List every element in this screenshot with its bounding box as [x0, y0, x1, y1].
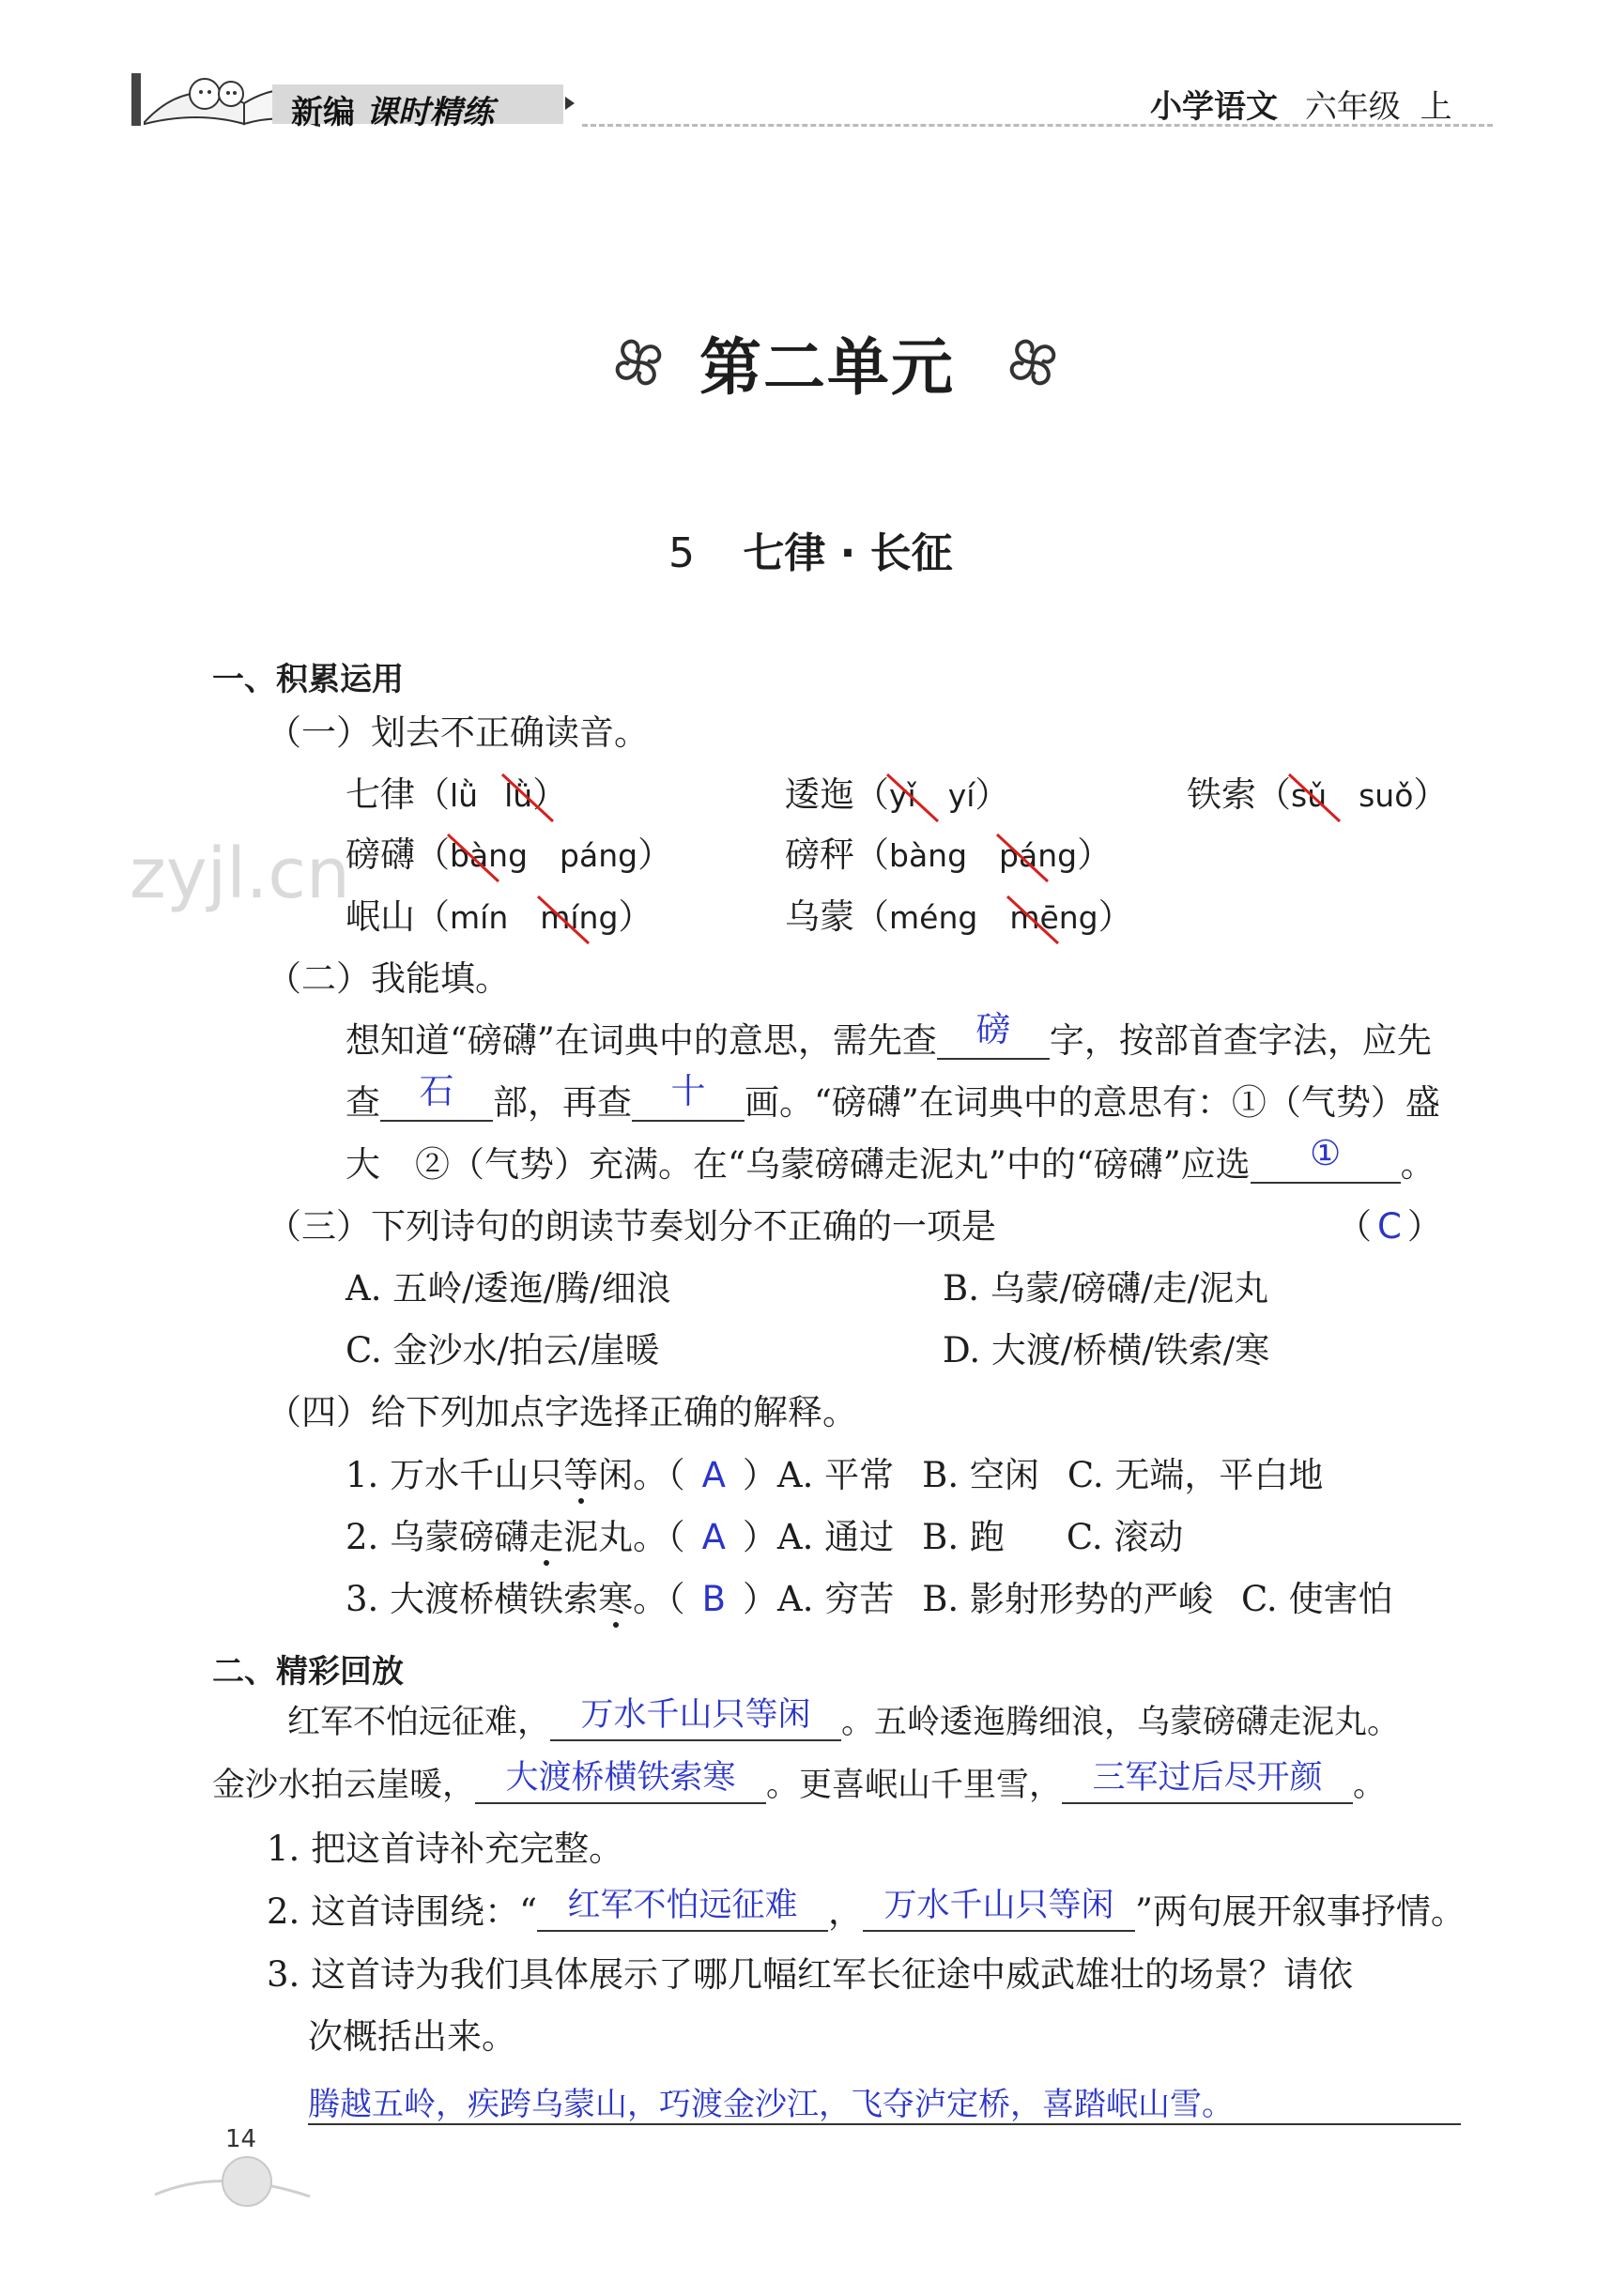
- pinyin-option[interactable]: suǒ: [1359, 777, 1414, 814]
- part4-item-3: 3. 大渡桥横铁索寒。（ B ）A. 穷苦 B. 影射形势的严峻 C. 使害怕: [346, 1579, 1393, 1619]
- answer-choice[interactable]: A: [701, 1455, 726, 1495]
- page-number: 14: [225, 2125, 257, 2153]
- question-3-answer-line: [308, 2074, 1461, 2125]
- question-3-line-2: 次概括出来。: [308, 2016, 516, 2057]
- lesson-name: 七律 · 长征: [743, 529, 953, 577]
- pinyin-option[interactable]: bàng: [450, 837, 529, 874]
- part4-item-2: 2. 乌蒙磅礴走泥丸。（ A ）A. 通过 B. 跑 C. 滚动: [346, 1517, 1184, 1557]
- pinyin-item-bangcheng: 磅秤（bàng páng ）: [785, 837, 1112, 872]
- answer-fill[interactable]: 三军过后尽开颜: [1092, 1759, 1323, 1797]
- part4-item-1: 1. 万水千山只等闲。（ A ）A. 平常 B. 空闲 C. 无端，平白地: [346, 1455, 1324, 1495]
- pinyin-item-qilv: 七律（lǜ lǜ ）: [346, 777, 567, 812]
- answer-fill[interactable]: 万水千山只等闲: [580, 1696, 811, 1734]
- pinyin-item-wumeng: 乌蒙（méng mēng ）: [785, 899, 1133, 934]
- strike-mark: [499, 771, 557, 825]
- header-grade: 六年级: [1304, 88, 1401, 126]
- section2-title: 二、精彩回放: [212, 1653, 404, 1691]
- pinyin-option[interactable]: bàng: [889, 837, 968, 874]
- lesson-title: [668, 519, 953, 579]
- answer-fill[interactable]: 磅: [975, 1009, 1011, 1049]
- answer-fill[interactable]: 红军不怕远征难: [567, 1887, 798, 1924]
- answer-fill[interactable]: ①: [1310, 1133, 1342, 1173]
- brand-xinbian: 新编: [291, 94, 355, 131]
- option-a: A. 五岭/逶迤/腾/细浪: [346, 1268, 671, 1309]
- answer-fill[interactable]: 十: [670, 1071, 706, 1111]
- pinyin-option[interactable]: lǜ: [504, 777, 533, 814]
- pinyin-option[interactable]: sǔ: [1291, 777, 1328, 814]
- strike-mark: [1285, 771, 1344, 825]
- part2-title: （二）我能填。: [267, 958, 510, 999]
- header-term: 上: [1420, 88, 1452, 126]
- option-d: D. 大渡/桥横/铁索/寒: [943, 1330, 1270, 1370]
- option-c: C. 金沙水/拍云/崖暖: [346, 1330, 660, 1370]
- part2-line3: 大 ②（气势）充满。在“乌蒙磅礴走泥丸”中的“磅礴”应选 ① 。: [346, 1133, 1436, 1185]
- strike-mark: [534, 893, 592, 947]
- part2-line1: 想知道“磅礴”在词典中的意思，需先查 磅 字，按部首查字法，应先: [346, 1009, 1432, 1061]
- dotted-char: 等: [563, 1455, 599, 1495]
- pinyin-option[interactable]: mín: [450, 899, 509, 936]
- strike-mark: [993, 831, 1052, 885]
- unit-title: 第二单元: [699, 330, 955, 404]
- pinyin-option[interactable]: yí: [947, 777, 975, 814]
- part2-line2: 查 石 部，再查 十 画。“磅礴”在词典中的意思有：①（气势）盛: [346, 1071, 1440, 1123]
- pinyin-option[interactable]: míng: [540, 899, 619, 936]
- lesson-number: 5: [668, 529, 695, 577]
- question-2: 2. 这首诗围绕：“ 红军不怕远征难 ， 万水千山只等闲 ”两句展开叙事抒情。: [267, 1887, 1466, 1932]
- poem-line-2: 金沙水拍云崖暖， 大渡桥横铁索寒 。更喜岷山千里雪， 三军过后尽开颜 。: [212, 1759, 1387, 1804]
- strike-mark: [444, 831, 502, 885]
- part1-title: （一）划去不正确读音。: [267, 712, 649, 753]
- brand-keshi: 课时精练: [365, 94, 494, 131]
- part3-answer-bracket: （ C ）: [1337, 1206, 1442, 1247]
- pinyin-option[interactable]: páng: [999, 837, 1078, 874]
- pinyin-option[interactable]: mēng: [1009, 899, 1098, 936]
- dotted-char: 走: [529, 1517, 564, 1557]
- swirl-right-icon: [1005, 334, 1061, 390]
- question-1: 1. 把这首诗补充完整。: [267, 1829, 624, 1869]
- question-3-line-1: 3. 这首诗为我们具体展示了哪几幅红军长征途中威武雄壮的场景？请依: [267, 1954, 1354, 1995]
- answer-fill[interactable]: 万水千山只等闲: [883, 1887, 1114, 1924]
- pinyin-item-pangbo: 磅礴（bàng páng）: [346, 837, 672, 872]
- answer-fill[interactable]: 大渡桥横铁索寒: [505, 1759, 736, 1797]
- pinyin-option[interactable]: páng: [560, 837, 638, 874]
- pinyin-option[interactable]: yǐ: [889, 777, 916, 814]
- unit-title-row: [601, 310, 1070, 404]
- answer-fill[interactable]: 腾越五岭，疾跨乌蒙山，巧渡金沙江，飞夺泸定桥，喜踏岷山雪。: [308, 2086, 1234, 2123]
- section1-title: 一、积累运用: [212, 661, 404, 698]
- answer-fill[interactable]: 石: [419, 1071, 454, 1111]
- pinyin-item-minshan: 岷山（mín míng ）: [346, 899, 653, 934]
- part4-title: （四）给下列加点字选择正确的解释。: [267, 1392, 857, 1432]
- header-arrow-icon: [565, 97, 575, 110]
- poem-line-1: 红军不怕远征难， 万水千山只等闲 。五岭逶迤腾细浪，乌蒙磅礴走泥丸。: [287, 1696, 1401, 1741]
- pinyin-item-weiyi: 逶迤（yǐ yí）: [785, 777, 1009, 812]
- dotted-char: 寒: [598, 1579, 634, 1619]
- header-subject: 小学语文: [1150, 88, 1278, 126]
- option-b: B. 乌蒙/磅礴/走/泥丸: [943, 1268, 1269, 1309]
- pinyin-option[interactable]: méng: [889, 899, 978, 936]
- pinyin-item-tiesuo: 铁索（sǔ suǒ）: [1187, 777, 1448, 812]
- strike-mark: [883, 771, 942, 825]
- watermark: zyjl.cn: [130, 834, 350, 914]
- swirl-left-icon: [610, 334, 667, 390]
- strike-mark: [1004, 893, 1062, 947]
- pinyin-option[interactable]: lǜ: [450, 777, 479, 814]
- answer-choice[interactable]: A: [701, 1517, 726, 1557]
- part3-question: （三）下列诗句的朗读节奏划分不正确的一项是: [267, 1206, 996, 1247]
- answer-choice[interactable]: B: [701, 1579, 726, 1619]
- answer-choice[interactable]: C: [1377, 1206, 1402, 1247]
